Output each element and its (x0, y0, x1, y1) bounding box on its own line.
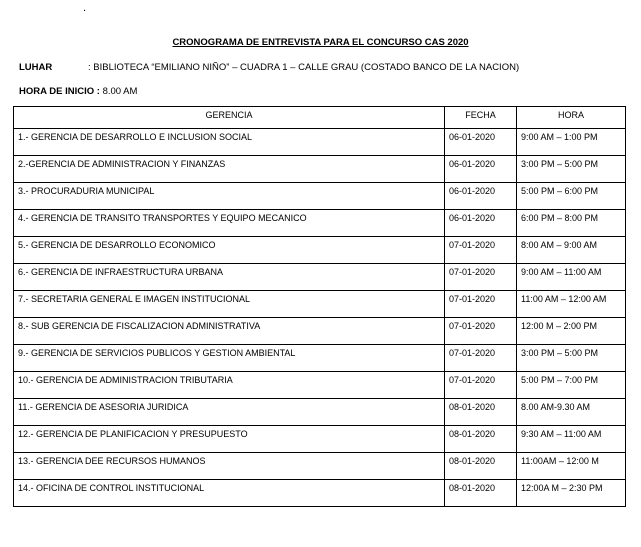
cell-hora: 5:00 PM – 6:00 PM (517, 183, 626, 210)
cell-gerencia: 14.- OFICINA DE CONTROL INSTITUCIONAL (14, 480, 445, 507)
table-row (14, 399, 626, 426)
cell-hora: 12:00 M – 2:00 PM (517, 318, 626, 345)
cell-hora: 8:00 AM – 9:00 AM (517, 237, 626, 264)
cell-fecha: 07-01-2020 (445, 237, 517, 264)
cell-fecha: 08-01-2020 (445, 399, 517, 426)
cell-fecha: 07-01-2020 (445, 291, 517, 318)
cell-gerencia: 4.- GERENCIA DE TRANSITO TRANSPORTES Y EQUIPO MECANICO (14, 210, 445, 237)
cell-fecha: 08-01-2020 (445, 480, 517, 507)
table-header-row (14, 107, 626, 129)
cell-fecha: 06-01-2020 (445, 183, 517, 210)
cell-fecha: 08-01-2020 (445, 426, 517, 453)
cell-gerencia: 6.- GERENCIA DE INFRAESTRUCTURA URBANA (14, 264, 445, 291)
cell-gerencia: 11.- GERENCIA DE ASESORIA JURIDICA (14, 399, 445, 426)
table-row (14, 453, 626, 480)
cell-gerencia: 1.- GERENCIA DE DESARROLLO E INCLUSION SOCIAL (14, 129, 445, 156)
header-fecha: FECHA (445, 107, 517, 129)
cell-fecha: 07-01-2020 (445, 264, 517, 291)
table-row (14, 183, 626, 210)
cell-hora: 12:00A M – 2:30 PM (517, 480, 626, 507)
cell-fecha: 08-01-2020 (445, 453, 517, 480)
table-row (14, 237, 626, 264)
header-gerencia: GERENCIA (14, 107, 445, 129)
cell-gerencia: 9.- GERENCIA DE SERVICIOS PUBLICOS Y GESTION AMBIENTAL (14, 345, 445, 372)
table-row (14, 210, 626, 237)
cell-hora: 5:00 PM – 7:00 PM (517, 372, 626, 399)
cell-hora: 8.00 AM-9.30 AM (517, 399, 626, 426)
location-label: LUHAR (19, 62, 53, 73)
schedule-table (13, 106, 626, 507)
start-time-label: HORA DE INICIO : (19, 86, 100, 97)
cell-hora: 3:00 PM – 5:00 PM (517, 156, 626, 183)
start-time-line (19, 86, 137, 97)
cell-fecha: 07-01-2020 (445, 345, 517, 372)
table-row (14, 129, 626, 156)
cell-hora: 9:30 AM – 11:00 AM (517, 426, 626, 453)
cell-fecha: 07-01-2020 (445, 318, 517, 345)
cell-gerencia: 3.- PROCURADURIA MUNICIPAL (14, 183, 445, 210)
cell-gerencia: 8.- SUB GERENCIA DE FISCALIZACION ADMINISTRATIVA (14, 318, 445, 345)
cell-hora: 9:00 AM – 11:00 AM (517, 264, 626, 291)
cell-fecha: 07-01-2020 (445, 372, 517, 399)
cell-fecha: 06-01-2020 (445, 156, 517, 183)
cell-fecha: 06-01-2020 (445, 210, 517, 237)
table-row (14, 480, 626, 507)
cell-hora: 6:00 PM – 8:00 PM (517, 210, 626, 237)
document-title (0, 37, 641, 48)
cell-hora: 3:00 PM – 5:00 PM (517, 345, 626, 372)
table-row (14, 291, 626, 318)
cell-hora: 11:00AM – 12:00 M (517, 453, 626, 480)
table-row (14, 426, 626, 453)
location-value: : BIBLIOTECA “EMILIANO NIÑO” – CUADRA 1 – CALLE GRAU (COSTADO BANCO DE LA NACION) (88, 62, 520, 73)
table-row (14, 318, 626, 345)
cell-hora: 9:00 AM – 1:00 PM (517, 129, 626, 156)
table-row (14, 345, 626, 372)
cell-gerencia: 2.-GERENCIA DE ADMINISTRACION Y FINANZAS (14, 156, 445, 183)
cell-gerencia: 10.- GERENCIA DE ADMINISTRACION TRIBUTARIA (14, 372, 445, 399)
cell-hora: 11:00 AM – 12:00 AM (517, 291, 626, 318)
cell-fecha: 06-01-2020 (445, 129, 517, 156)
table-row (14, 264, 626, 291)
cell-gerencia: 7.- SECRETARIA GENERAL E IMAGEN INSTITUCIONAL (14, 291, 445, 318)
start-time-value: 8.00 AM (99, 86, 138, 97)
document-title-text: CRONOGRAMA DE ENTREVISTA PARA EL CONCURSO CAS 2020 (172, 37, 469, 48)
table-row (14, 372, 626, 399)
table-row (14, 156, 626, 183)
cell-gerencia: 13.- GERENCIA DEE RECURSOS HUMANOS (14, 453, 445, 480)
stray-mark: . (83, 2, 87, 14)
header-hora: HORA (517, 107, 626, 129)
cell-gerencia: 5.- GERENCIA DE DESARROLLO ECONOMICO (14, 237, 445, 264)
cell-gerencia: 12.- GERENCIA DE PLANIFICACION Y PRESUPUESTO (14, 426, 445, 453)
